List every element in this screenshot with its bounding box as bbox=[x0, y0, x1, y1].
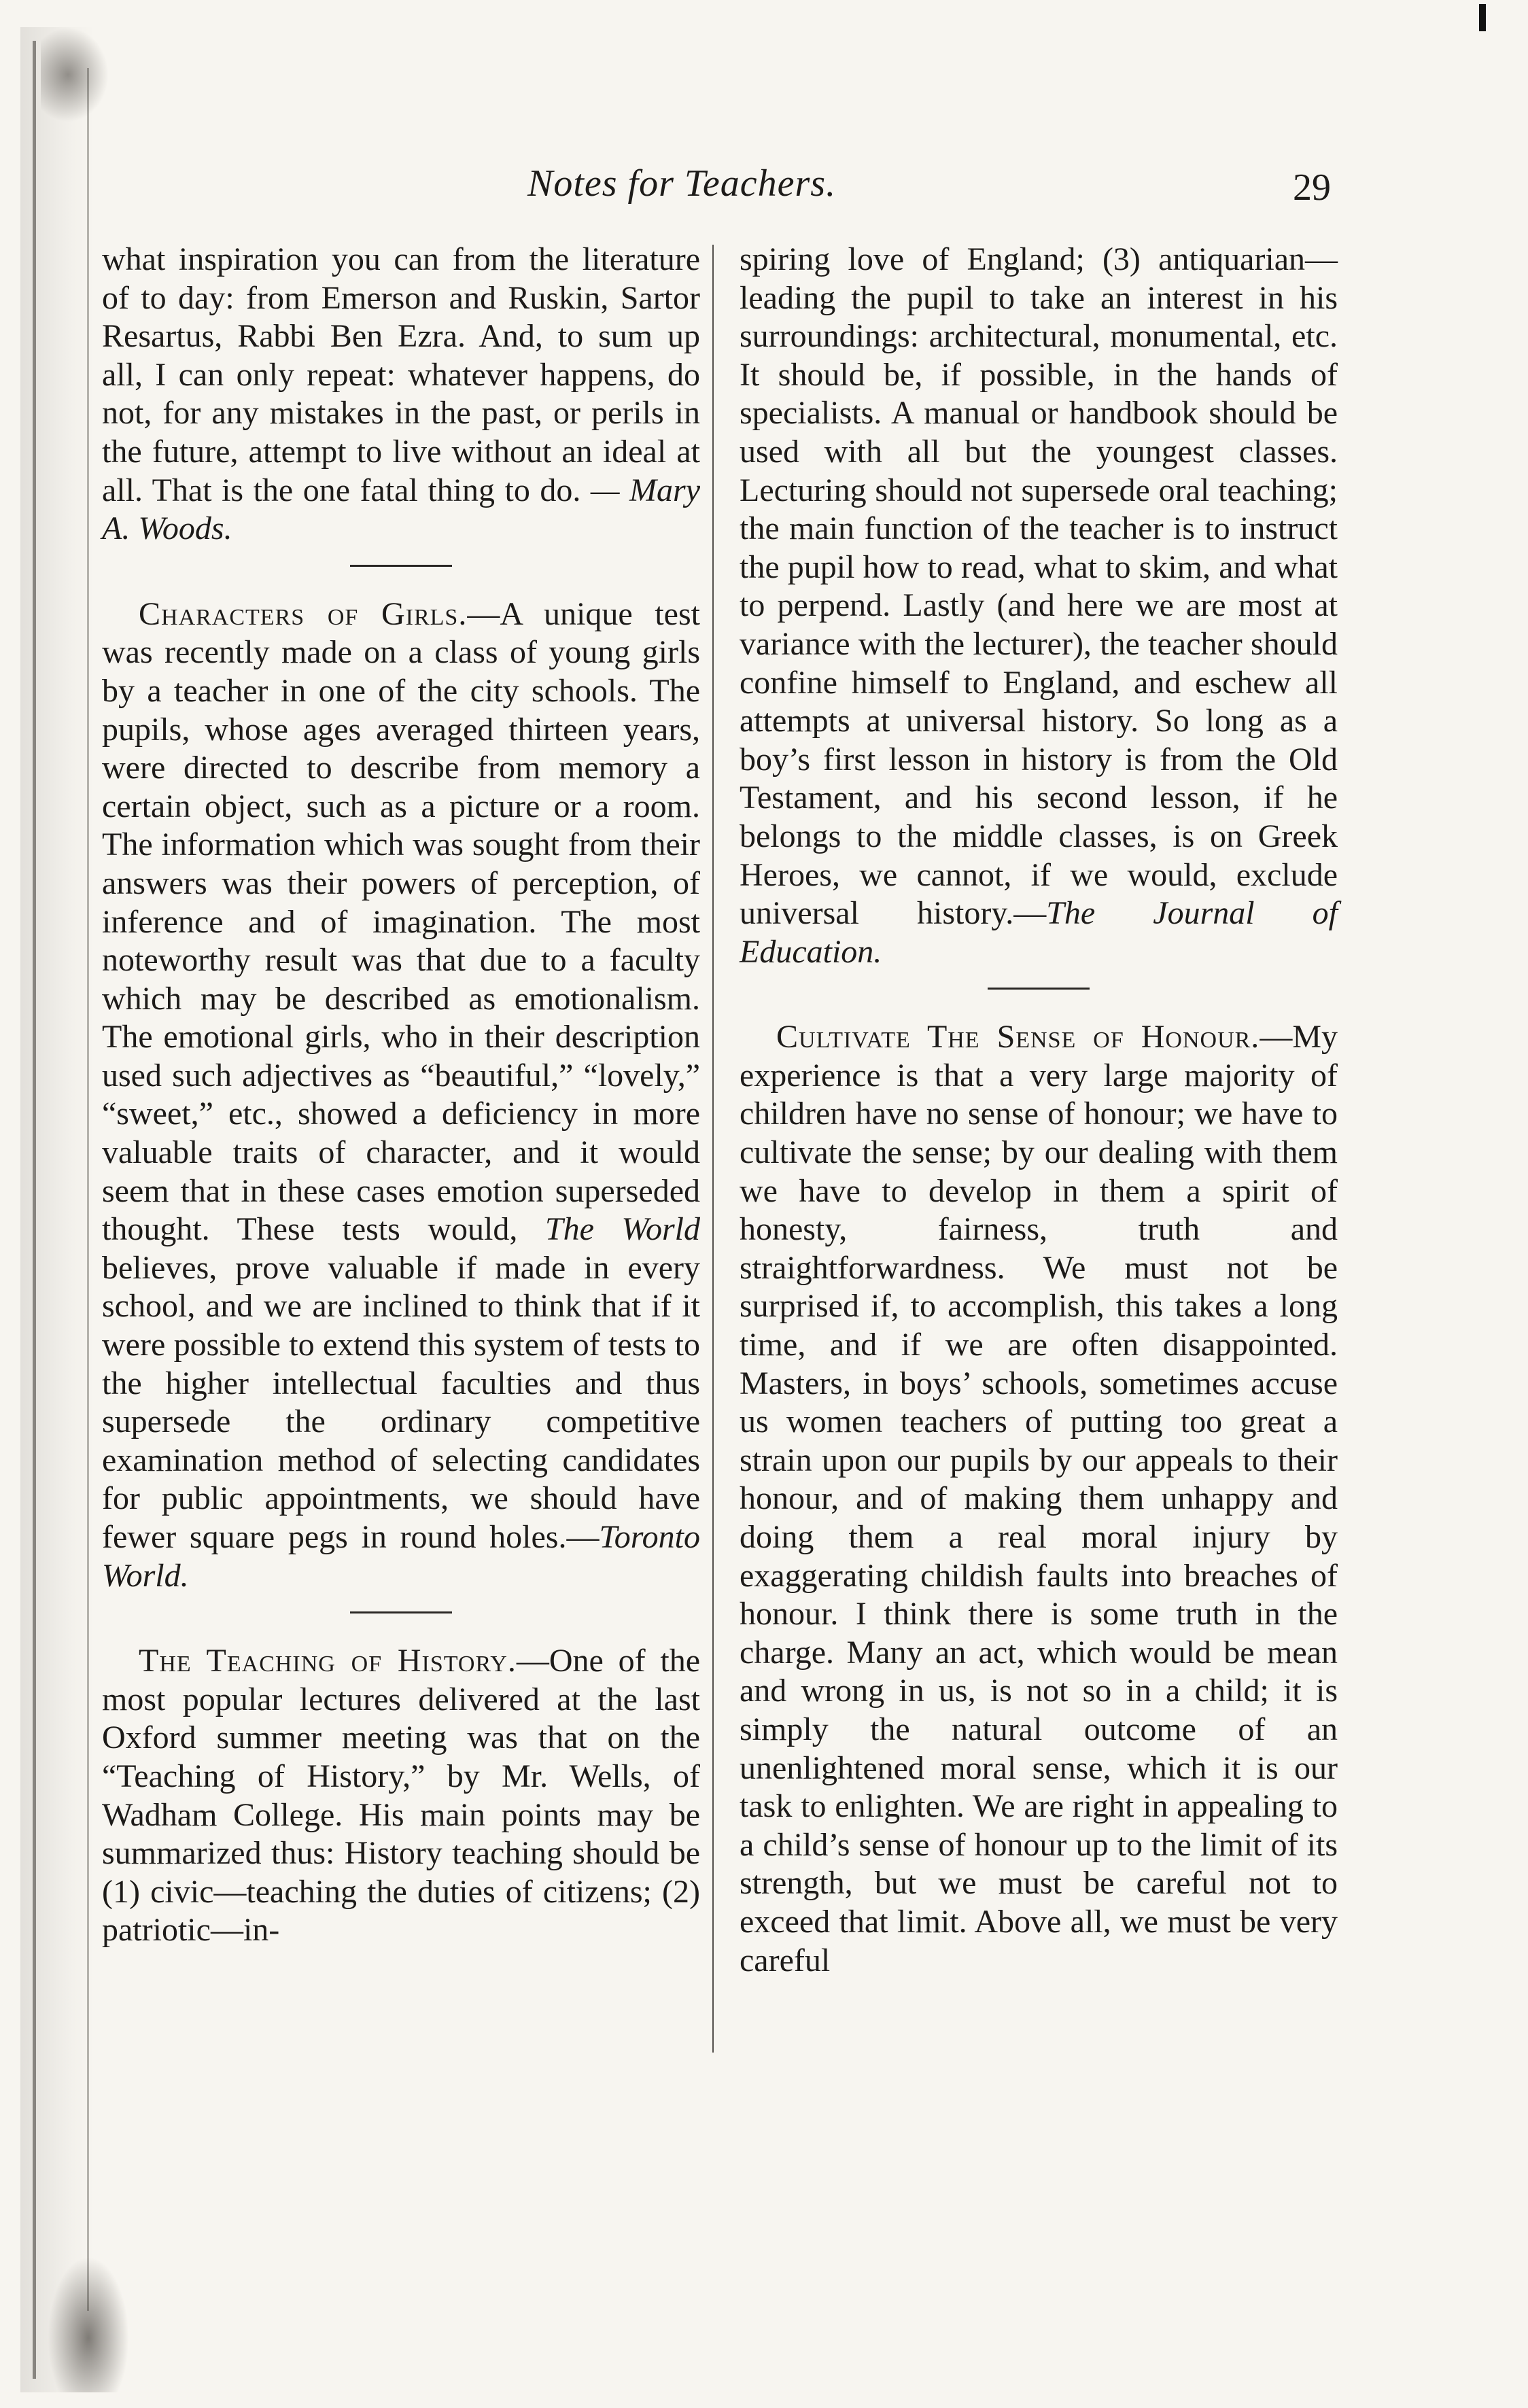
section-text-continued: believes, prove valuable if made in every school, and we are inclined to think that if it were possible to extend this system of tests to the higher intellectual faculties and thus supersede the ordinary competitive examination method of selecting candidates for public appointments, we should have fewer square pegs in round holes.— bbox=[102, 1249, 700, 1555]
paragraph-ideal bbox=[102, 241, 700, 548]
attribution: The Journal of Education. bbox=[740, 895, 1338, 970]
section-separator bbox=[350, 1611, 452, 1613]
scan-corner-mark bbox=[1479, 4, 1486, 31]
scan-smudge-bottom bbox=[48, 2256, 129, 2392]
right-column bbox=[740, 241, 1338, 1980]
paragraph-text: what inspiration you can from the literature of to day: from Emerson and Ruskin, Sartor Resartus, Rabbi Ben Ezra. And, to sum up all, I can only repeat: whatever happens, do not, for any mistakes in the past, or perils in the future, attempt to live without an ideal at all. That is the one fatal thing to do. bbox=[102, 241, 700, 508]
italic-title: The World bbox=[544, 1211, 700, 1248]
attribution: — Mary A. Woods. bbox=[102, 472, 701, 547]
left-column bbox=[102, 241, 700, 1950]
binding-inner-line bbox=[87, 68, 89, 2311]
section-heading: Characters of Girls. bbox=[139, 595, 468, 632]
page-header bbox=[102, 162, 1393, 223]
page-number: 29 bbox=[1293, 167, 1331, 209]
section-heading: Cultivate The Sense of Honour. bbox=[776, 1019, 1260, 1055]
section-text: —One of the most popular lectures delivered at the last Oxford summer meeting was that on the “Teaching of History,” by Mr. Wells, of Wadham College. His main points may be summarized thus: History teaching should be (1) civic—teaching the duties of citizens; (2) patriotic—in- bbox=[102, 1643, 700, 1949]
binding-shadow bbox=[20, 27, 95, 2392]
running-head: Notes for Teachers. bbox=[527, 162, 837, 205]
section-teaching-of-history bbox=[102, 1642, 700, 1950]
section-heading: The Teaching of History. bbox=[139, 1643, 517, 1679]
paragraph-history-continued bbox=[740, 241, 1338, 971]
column-divider bbox=[712, 245, 714, 2053]
section-separator bbox=[988, 988, 1090, 990]
section-sense-of-honour bbox=[740, 1018, 1338, 1980]
section-characters-of-girls bbox=[102, 595, 700, 1595]
section-separator bbox=[350, 565, 452, 567]
section-text: —My experience is that a very large majority of children have no sense of honour; we have to cultivate the sense; by our dealing with them we have to develop in them a spirit of honesty, fairness, truth and straightforwardness. We must not be surprised if, to accomplish, this takes a long time, and if we are often disappointed. Masters, in boys’ schools, sometimes accuse us women teachers of putting too great a strain upon our pupils by our appeals to their honour, and of making them unhappy and doing them a real moral injury by exaggerating childish faults into breaches of honour. I think there is some truth in the charge. Many an act, which would be mean and wrong in us, is not so in a child; it is simply the natural outcome of an unenlightened moral sense, which it is our task to enlighten. We are right in appealing to a child’s sense of honour up to the limit of its strength, but we must be careful not to exceed that limit. Above all, we must be very careful bbox=[740, 1019, 1338, 1978]
section-text: —A unique test was recently made on a class of young girls by a teacher in one of the city schools. The pupils, whose ages averaged thirteen years, were directed to describe from memory a certain object, such as a picture or a room. The information which was sought from their answers was their powers of perception, of inference and of imagination. The most noteworthy result was that due to a faculty which may be described as emotionalism. The emotional girls, who in their description used such adjectives as “beautiful,” “lovely,” “sweet,” etc., showed a deficiency in more valuable traits of character, and it would seem that in these cases emotion superseded thought. These tests would, bbox=[102, 595, 700, 1248]
attribution: Toronto World. bbox=[102, 1519, 700, 1594]
scan-smudge-top bbox=[41, 27, 109, 122]
paragraph-text: spiring love of England; (3) antiquarian—leading the pupil to take an interest in his surroundings: architectural, monumental, etc. It should be, if possible, in the hands of specialists. A manual or handbook should be used with all but the youngest classes. Lecturing should not supersede oral teaching; the main function of the teacher is to instruct the pupil how to read, what to skim, and what to perpend. Lastly (and here we are most at variance with the lecturer), the teacher should confine himself to England, and eschew all attempts at universal history. So long as a boy’s first lesson in history is from the Old Testament, and his second lesson, if he belongs to the middle classes, is on Greek Heroes, we cannot, if we would, exclude universal history.— bbox=[740, 241, 1338, 932]
binding-edge-line bbox=[33, 41, 36, 2379]
